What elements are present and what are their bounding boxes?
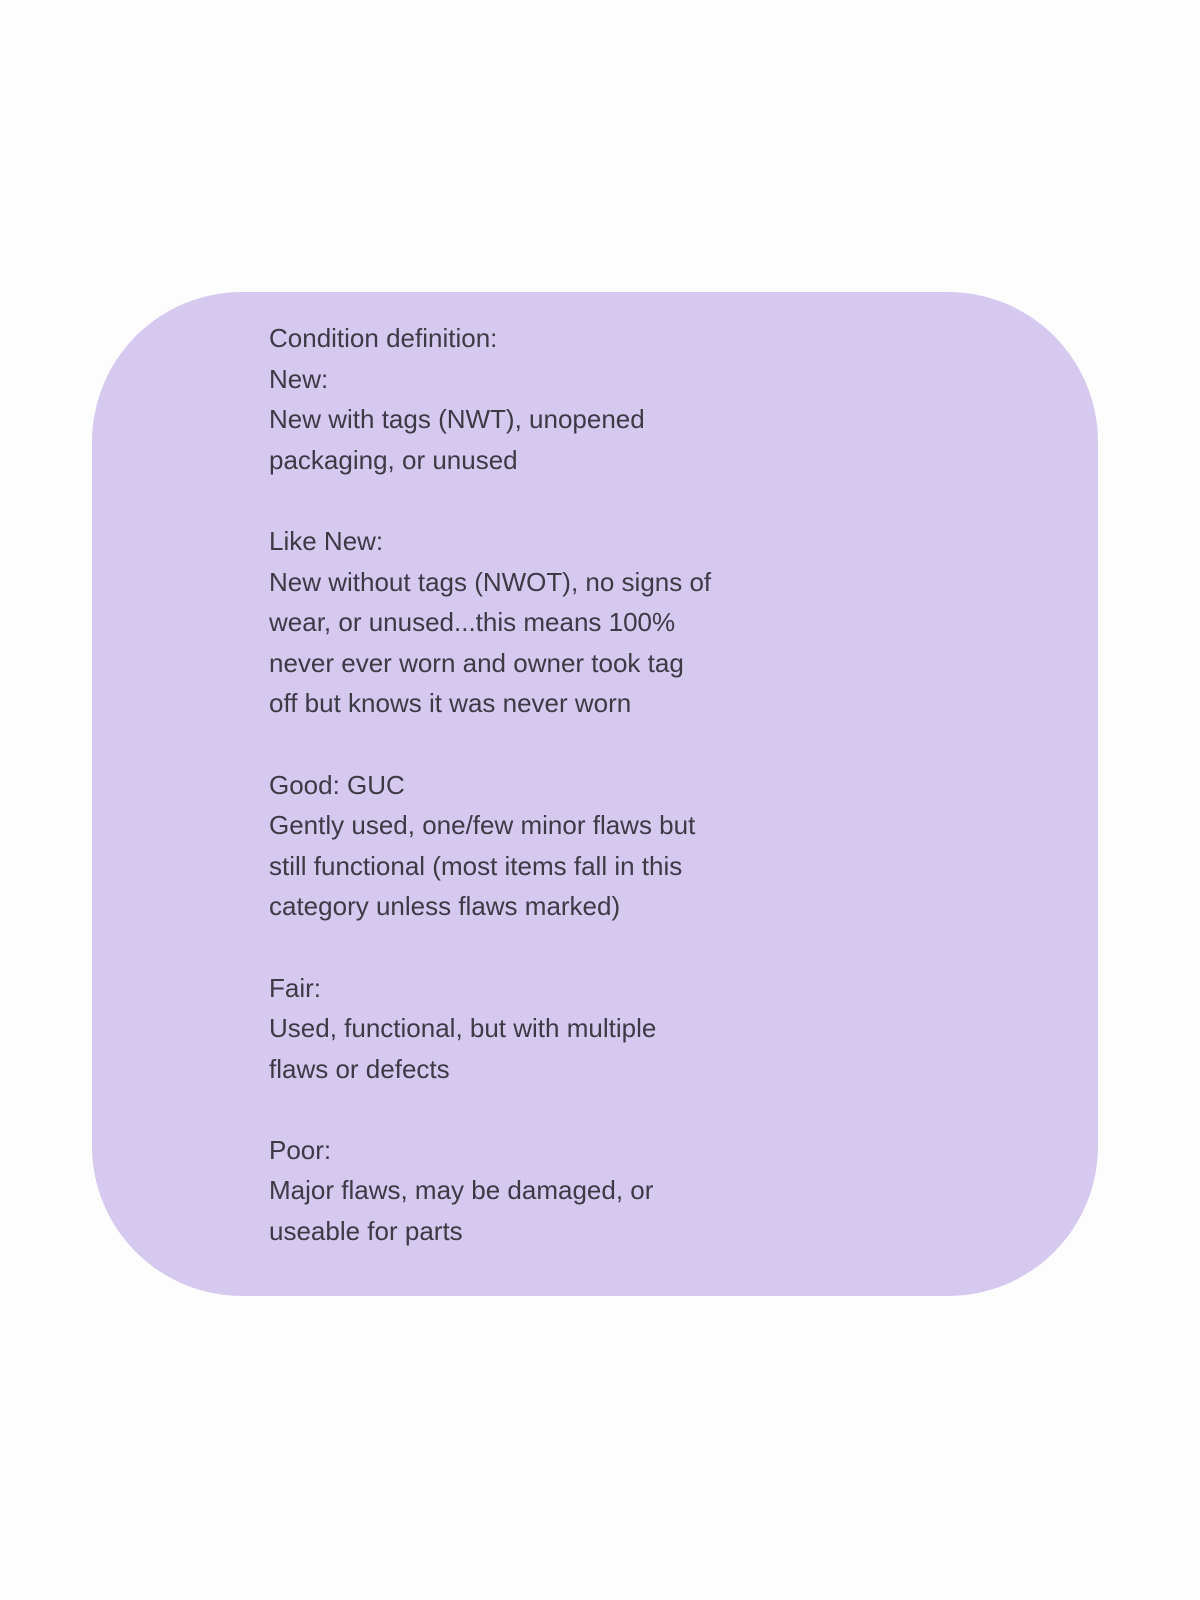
card-title: Condition definition: bbox=[269, 323, 498, 353]
section-spacer bbox=[269, 480, 1098, 521]
condition-description-line: never ever worn and owner took tag bbox=[269, 647, 684, 678]
condition-definition-card bbox=[92, 292, 1098, 1296]
section-spacer bbox=[269, 724, 1098, 765]
condition-description-line: wear, or unused...this means 100% bbox=[269, 607, 676, 638]
condition-description-line: useable for parts bbox=[269, 1216, 463, 1247]
condition-description-line: New with tags (NWT), unopened bbox=[269, 404, 645, 435]
condition-description-line: off but knows it was never worn bbox=[269, 688, 632, 719]
condition-description-line: Gently used, one/few minor flaws but bbox=[269, 810, 696, 841]
condition-name-like-new: Like New: bbox=[269, 525, 384, 556]
section-spacer bbox=[269, 1089, 1098, 1130]
condition-description-line: Used, functional, but with multiple bbox=[269, 1013, 657, 1044]
condition-description-line: Major flaws, may be damaged, or bbox=[269, 1175, 654, 1206]
condition-name-new: New: bbox=[269, 363, 329, 394]
condition-description-line: category unless flaws marked) bbox=[269, 891, 621, 922]
condition-name-fair: Fair: bbox=[269, 972, 321, 1003]
condition-name-good: Good: GUC bbox=[269, 769, 405, 800]
section-spacer bbox=[269, 927, 1098, 968]
condition-name-poor: Poor: bbox=[269, 1134, 332, 1165]
condition-description-line: packaging, or unused bbox=[269, 444, 518, 475]
condition-description-line: still functional (most items fall in this bbox=[269, 850, 683, 881]
condition-description-line: flaws or defects bbox=[269, 1053, 450, 1084]
condition-description-line: New without tags (NWOT), no signs of bbox=[269, 566, 712, 597]
